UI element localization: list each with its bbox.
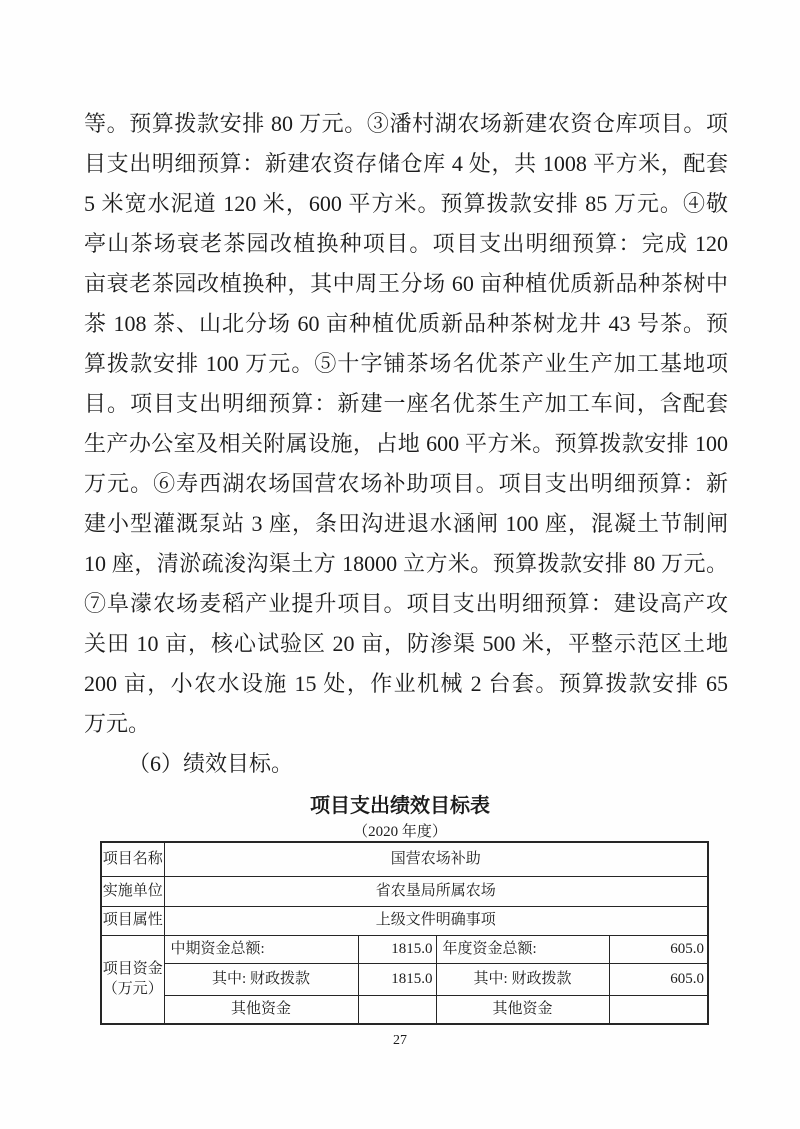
body-paragraph	[84, 104, 728, 784]
project-name-label: 项目名称	[101, 842, 164, 876]
implementing-unit-value: 省农垦局所属农场	[164, 876, 708, 906]
body-line: 200 亩，小农水设施 15 处，作业机械 2 台套。预算拨款安排 65	[84, 671, 728, 696]
body-line-heading: （6）绩效目标。	[128, 751, 294, 776]
mid-term-total-label: 中期资金总额:	[164, 935, 358, 963]
table-row	[101, 876, 708, 906]
body-line: ⑦阜濛农场麦稻产业提升项目。项目支出明细预算：建设高产攻	[84, 591, 728, 616]
body-line: 5 米宽水泥道 120 米，600 平方米。预算拨款安排 85 万元。④敬	[84, 191, 728, 216]
body-line: 算拨款安排 100 万元。⑤十字铺茶场名优茶产业生产加工基地项	[84, 351, 728, 376]
project-funds-label	[101, 935, 164, 1024]
mid-term-other-label: 其他资金	[164, 995, 358, 1024]
body-line: 亭山茶场衰老茶园改植换种项目。项目支出明细预算：完成 120	[84, 231, 728, 256]
annual-fiscal-label: 其中: 财政拨款	[436, 963, 609, 995]
table-row	[101, 906, 708, 935]
mid-term-total-value: 1815.0	[358, 935, 436, 963]
body-line: 建小型灌溉泵站 3 座，条田沟进退水涵闸 100 座，混凝土节制闸	[84, 511, 728, 536]
annual-other-value	[609, 995, 708, 1024]
body-line: 等。预算拨款安排 80 万元。③潘村湖农场新建农资仓库项目。项	[84, 111, 728, 136]
body-line: 生产办公室及相关附属设施，占地 600 平方米。预算拨款安排 100	[84, 431, 728, 456]
project-name-value: 国营农场补助	[164, 842, 708, 876]
table-title: 项目支出绩效目标表	[310, 795, 490, 817]
project-funds-label-line2: （万元）	[102, 981, 163, 998]
table-row	[101, 995, 708, 1024]
table-row	[101, 842, 708, 876]
body-line: 目。项目支出明细预算：新建一座名优茶生产加工车间，含配套	[84, 391, 728, 416]
performance-target-table	[100, 841, 709, 1025]
body-line: 亩衰老茶园改植换种，其中周王分场 60 亩种植优质新品种茶树中	[84, 271, 728, 296]
annual-fiscal-value: 605.0	[609, 963, 708, 995]
body-line: 万元。⑥寿西湖农场国营农场补助项目。项目支出明细预算：新	[84, 471, 728, 496]
project-attribute-value: 上级文件明确事项	[164, 906, 708, 935]
mid-term-fiscal-value: 1815.0	[358, 963, 436, 995]
project-funds-label-line1: 项目资金	[102, 961, 163, 978]
annual-total-value: 605.0	[609, 935, 708, 963]
table-row	[101, 935, 708, 963]
annual-total-label: 年度资金总额:	[436, 935, 609, 963]
table-subtitle: （2020 年度）	[353, 824, 447, 840]
body-line: 茶 108 茶、山北分场 60 亩种植优质新品种茶树龙井 43 号茶。预	[84, 311, 728, 336]
body-line: 目支出明细预算：新建农资存储仓库 4 处，共 1008 平方米，配套	[84, 151, 728, 176]
mid-term-other-value	[358, 995, 436, 1024]
annual-other-label: 其他资金	[436, 995, 609, 1024]
implementing-unit-label: 实施单位	[101, 876, 164, 906]
page-number: 27	[393, 1033, 407, 1048]
table-row	[101, 963, 708, 995]
body-line: 万元。	[84, 711, 151, 736]
body-line: 关田 10 亩，核心试验区 20 亩，防渗渠 500 米，平整示范区土地	[84, 631, 728, 656]
project-attribute-label: 项目属性	[101, 906, 164, 935]
body-line: 10 座，清淤疏浚沟渠土方 18000 立方米。预算拨款安排 80 万元。	[84, 551, 728, 576]
mid-term-fiscal-label: 其中: 财政拨款	[164, 963, 358, 995]
